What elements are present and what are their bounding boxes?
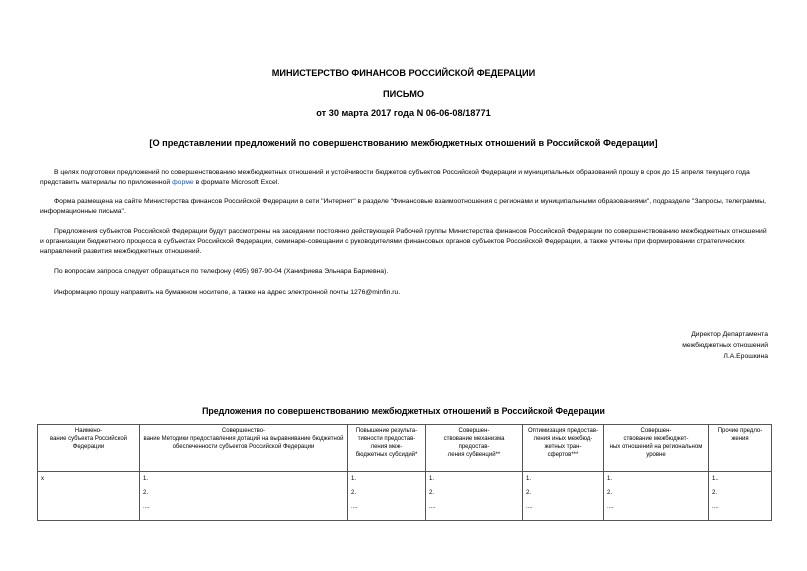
table-row [38, 472, 772, 521]
table-header-cell: Наимено- вание субъекта Российской Федерации [38, 425, 140, 472]
paragraph-4: По вопросам запроса следует обращаться по телефону (495) 987-90-04 (Ханифиева Эльнара Бариевна). [54, 268, 389, 275]
table-cell [709, 472, 772, 521]
cell-line: 1. [429, 476, 435, 482]
paragraph-1-start: В целях подготовки предложений по совершенствованию межбюджетных отношений и устойчивости бюджетов субъектов Российской Федерации и муниципальных образований прошу в срок до 15 апреля текущего года представить материалы по приложенной [40, 169, 750, 186]
cell-line: .... [607, 504, 614, 510]
paragraph-1 [40, 168, 770, 188]
cell-line: 1.. [712, 476, 719, 482]
ministry-title: МИНИСТЕРСТВО ФИНАНСОВ РОССИЙСКОЙ ФЕДЕРАЦИИ [271, 68, 536, 78]
table-header-cell: Совершен- ствование межбюджет- ных отношений на региональном уровне [604, 425, 709, 472]
table-header-cell: Оптимизация предостав- ления иных межбюд- жетных тран- сфертов*** [523, 425, 604, 472]
table-cell [140, 472, 348, 521]
paragraph-3: Предложения субъектов Российской Федерации будут рассмотрены на заседании постоянно действующей Рабочей группы Министерства финансов Российской Федерации по совершенствованию межбюджетных отношений и организации бюджетного процесса в субъектах Российской Федерации, семинаре-совещании с руководителями финансовых органов субъектов Российской Федерации, а также учтены при формировании стратегических направлений развития межбюджетных отношений. [40, 228, 767, 255]
table-header-cell: Прочие предло- жения [709, 425, 772, 472]
paragraph-5: Информацию прошу направить на бумажном носителе, а также на адрес электронной почты 1276@minfin.ru. [54, 289, 401, 296]
signature-position: Директор Департамента [691, 331, 768, 338]
cell-line: 1. [526, 476, 532, 482]
cell-line: 1. [607, 476, 613, 482]
cell-line: .... [143, 504, 150, 510]
document-type: ПИСЬМО [382, 89, 425, 99]
table-cell [38, 472, 140, 521]
letter-subject: [О представлении предложений по совершенствованию межбюджетных отношений в Российской Федерации] [149, 138, 658, 148]
table-cell [604, 472, 709, 521]
proposals-table [37, 424, 772, 521]
table-header-cell: Совершенство- вание Методики предоставления дотаций на выравнивание бюджетной обеспеченности субъектов Российской Федерации [140, 425, 348, 472]
table-cell [426, 472, 523, 521]
table-header-cell: Повышение результа- тивности предостав- ления меж- бюджетных субсидий* [348, 425, 426, 472]
signature-name: Л.А.Ерошкина [723, 353, 768, 360]
cell-line: 2. [429, 490, 435, 496]
paragraph-1-end: в формате Microsoft Excel. [193, 179, 280, 186]
table-header-cell: Совершен- ствование механизма предостав- ления субвенций** [426, 425, 523, 472]
table-cell [348, 472, 426, 521]
table-cell [523, 472, 604, 521]
table-header-row [38, 425, 772, 472]
cell-line: 1. [143, 476, 149, 482]
form-link[interactable]: форме [172, 179, 194, 186]
signature-department: межбюджетных отношений [682, 342, 768, 349]
cell-line: 1. [351, 476, 357, 482]
cell-line: .... [429, 504, 436, 510]
cell-line: 2. [712, 490, 718, 496]
table-title: Предложения по совершенствованию межбюджетных отношений в Российской Федерации [202, 406, 605, 416]
date-and-number: от 30 марта 2017 года N 06-06-08/18771 [316, 108, 491, 118]
cell-line: .... [351, 504, 358, 510]
cell-line: .... [712, 504, 719, 510]
cell-line: 2. [607, 490, 613, 496]
paragraph-2: Форма размещена на сайте Министерства финансов Российской Федерации в сети "Интернет" в разделе "Финансовые взаимоотношения с регионами и муниципальными образованиями", подразделе "Запросы, телеграммы, информационные письма". [40, 198, 766, 215]
cell-line: 2. [526, 490, 532, 496]
cell-line: .... [526, 504, 533, 510]
cell-line: 2. [351, 490, 357, 496]
cell-line: 2. [143, 490, 149, 496]
cell-line: x [41, 476, 44, 482]
